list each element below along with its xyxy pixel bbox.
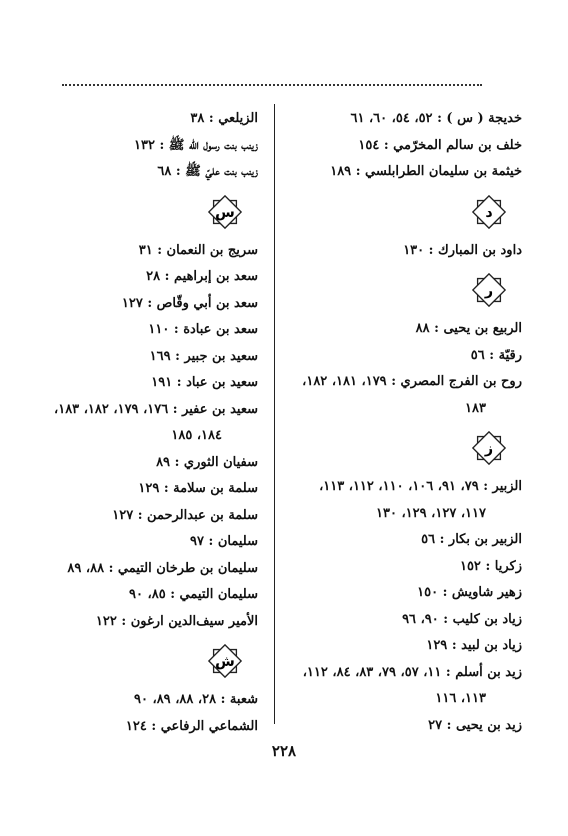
letter-section-header (290, 264, 522, 316)
index-entry: الشماعي الرفاعي : ١٢٤ (125, 718, 258, 734)
index-entry: سعيد بن عفير : ١٧٦، ١٧٩، ١٨٢، ١٨٣، (54, 401, 258, 417)
index-entry: زينب بنت رسول الله ﷺ : ١٣٢ (134, 137, 258, 153)
index-entry: زينب بنت عليّ ﷺ : ٦٨ (157, 164, 258, 179)
index-column-right (290, 106, 522, 739)
index-column-left (10, 106, 258, 740)
index-entry-continuation: ١٨٤، ١٨٥ (171, 428, 222, 443)
index-entry: سلمة بن عبدالرحمن : ١٢٧ (112, 507, 258, 523)
index-entry: خلف بن سالم المخرّمي : ١٥٤ (358, 137, 522, 153)
column-divider (274, 104, 275, 724)
index-entry-continuation: ١١٣، ١١٦ (435, 691, 486, 706)
index-entry: الزبير : ٧٩، ٩١، ١٠٦، ١١٠، ١١٢، ١١٣، (319, 479, 522, 494)
letter-section-header (10, 186, 258, 238)
letter-section-header (290, 422, 522, 474)
index-entry: زيد بن يحيى : ٢٧ (428, 717, 522, 733)
index-entry: سعد بن عبادة : ١١٠ (148, 322, 258, 337)
index-entry: زهير شاويش : ١٥٠ (417, 585, 522, 600)
letter-header-text: ز (484, 440, 494, 457)
index-entry: زياد بن كليب : ٩٠، ٩٦ (402, 611, 522, 627)
index-entry: سريج بن النعمان : ٣١ (138, 242, 258, 258)
index-entry: زياد بن لبيد : ١٢٩ (426, 638, 522, 653)
index-entry: رقيّة : ٥٦ (470, 347, 522, 363)
index-entry: سعد بن إبراهيم : ٢٨ (146, 269, 258, 284)
letter-section-header (10, 635, 258, 687)
dotted-top-rule (62, 84, 482, 86)
index-entry: زكريا : ١٥٢ (459, 558, 522, 574)
index-entry: سلمة بن سلامة : ١٢٩ (138, 481, 258, 496)
letter-star-icon (206, 193, 244, 231)
page-number: ٢٢٨ (271, 742, 297, 760)
letter-star-icon (470, 193, 508, 231)
letter-header-text: ش (215, 653, 235, 670)
index-entry: روح بن الفرج المصري : ١٧٩، ١٨١، ١٨٢، (302, 374, 522, 389)
index-entry: الزيلعي : ٣٨ (190, 111, 258, 126)
index-entry: خديجة ( س ) : ٥٢، ٥٤، ٦٠، ٦١ (350, 111, 522, 126)
index-entry-continuation: ١٨٣ (465, 400, 486, 416)
letter-section-header (290, 186, 522, 238)
index-entry: داود بن المبارك : ١٣٠ (403, 242, 522, 258)
index-entry: سليمان بن طرخان التيمي : ٨٨، ٨٩ (67, 560, 258, 576)
letter-star-icon (470, 429, 508, 467)
index-entry: سعيد بن جبير : ١٦٩ (149, 348, 258, 364)
index-entry: سفيان الثوري : ٨٩ (156, 454, 258, 470)
index-entry: خيثمة بن سليمان الطرابلسي : ١٨٩ (330, 164, 522, 179)
letter-header-text: د (485, 204, 493, 221)
index-entry: الأمير سيف‌الدين ارغون : ١٢٢ (95, 613, 258, 629)
index-entry: سعيد بن عباد : ١٩١ (151, 375, 258, 390)
letter-star-icon (206, 642, 244, 680)
index-entry-continuation: ١١٧، ١٢٧، ١٢٩، ١٣٠ (375, 505, 486, 521)
index-entry: سليمان التيمي : ٨٥، ٩٠ (129, 587, 258, 602)
index-entry: سعد بن أبي وقّاص : ١٢٧ (121, 295, 258, 311)
index-entry: الزبير بن بكار : ٥٦ (421, 532, 522, 547)
letter-star-icon (470, 271, 508, 309)
letter-header-text: ر (484, 282, 494, 299)
index-entry: زيد بن أسلم : ١١، ٥٧، ٧٩، ٨٣، ٨٤، ١١٢، (302, 664, 522, 680)
index-entry: شعبة : ٢٨، ٨٨، ٨٩، ٩٠ (134, 692, 258, 707)
letter-header-text: س (215, 204, 235, 221)
index-entry: سليمان : ٩٧ (190, 534, 258, 549)
index-entry: الربيع بن يحيى : ٨٨ (415, 321, 522, 336)
